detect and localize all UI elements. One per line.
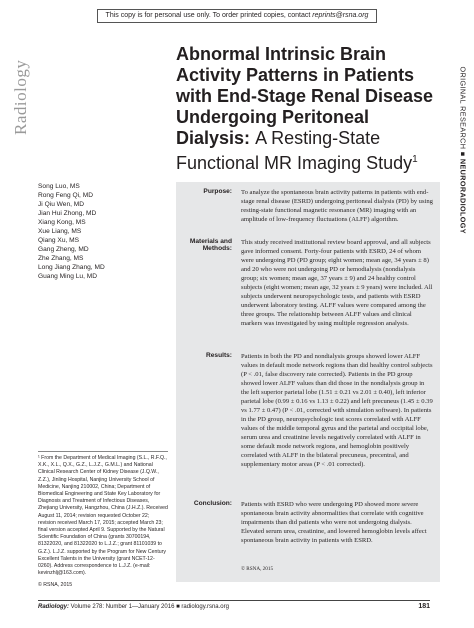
- author: Guang Ming Lu, MD: [38, 273, 98, 280]
- abstract-label: Materials and Methods:: [189, 238, 232, 252]
- footnote-copyright: © RSNA, 2015: [38, 582, 73, 588]
- abstract-text: To analyze the spontaneous brain activity patterns in patients with end-stage renal disease (ESRD) undergoing peritoneal dialysis (PD) by using resting-state functional magnetic resonance (MR) imaging with an amplitude of low-frequency fluctuations (ALFF) algorithm.: [241, 189, 433, 223]
- author: Long Jiang Zhang, MD: [38, 264, 105, 271]
- footer-site-link[interactable]: radiology.rsna.org: [181, 604, 229, 610]
- abstract-label: Results:: [205, 352, 232, 359]
- abstract-label: Purpose:: [203, 188, 232, 195]
- abstract-text: This study received institutional review board approval, and all subjects gave informed consent. Forty-four patients with ESRD, 24 of whom were undergoing PD (PD group; eight women; mean age, 34 years ± 8) and 20 who were not undergoing PD or hemodialysis (nondialysis group; six women; mean age, 37 years ± 9) and 24 healthy control subjects (eight women; mean age, 32 years ± 9 years) were included. All subjects underwent neuropsychologic tests, and patients with ESRD underwent laboratory testing. ALFF values were compared among the three groups. The relationship between ALFF values and clinical markers was investigated by using multiple regression analysis.: [241, 239, 433, 327]
- category-label: ORIGINAL RESEARCH: [458, 66, 468, 150]
- author: Ji Qiu Wen, MD: [38, 201, 85, 208]
- author: Zhe Zhang, MS: [38, 255, 84, 262]
- banner-email-link[interactable]: reprints@rsna.org: [312, 12, 369, 19]
- section-label: NEURORADIOLOGY: [458, 158, 468, 234]
- abstract-text: Patients with ESRD who were undergoing PD showed more severe spontaneous brain activity abnormalities that correlate with cognitive impairments than did patients who were not undergoing dialysis. Elevated serum urea, creatinine, and lowered hemoglobin levels affect spontaneous brain activity in patients with ESRD.: [241, 501, 427, 544]
- title-bold: Abnormal Intrinsic Brain Activity Patterns in Patients with End-Stage Renal Disease Undergoing Peritoneal Dialysis:: [176, 44, 434, 148]
- title-light: A Resting-State Functional MR Imaging Study: [176, 128, 413, 173]
- page-footer: [38, 600, 430, 610]
- article-title: [176, 44, 440, 174]
- title-footnote-marker: 1: [412, 154, 418, 165]
- abstract-label: Conclusion:: [193, 500, 232, 507]
- abstract-copyright: © RSNA, 2015: [241, 566, 274, 572]
- footer-volume: Volume 278: Number 1—January 2016: [70, 604, 175, 610]
- section-label-vertical: [459, 67, 468, 279]
- abstract-text: Patients in both the PD and nondialysis groups showed lower ALFF values in default mode network regions than did healthy control subjects (P < .01, false discovery rate corrected). Patients in the PD group showed lower ALFF values than did those in the nondialysis group in the left superior parietal lobe (1.51 ± 0.21 vs 2.01 ± 0.40), left inferior parietal lobe (0.99 ± 0.16 vs 1.13 ± 0.22) and left precuneus (1.45 ± 0.39 vs 1.77 ± 0.47) (P < .01, corrected with simulation software). In patients in the PD group, neuropsychologic test scores correlated with ALFF values of the middle temporal gyrus and the parietal and occipital lobe, serum urea and creatinine levels negatively correlated with ALFF in some default mode network regions, and hemoglobin positively correlated with ALFF in the bilateral precuneus, precentral, and supplementary motor areas (P < .01 corrected).: [241, 353, 433, 468]
- author: Qiang Xu, MS: [38, 237, 80, 244]
- page-number: 181: [418, 603, 430, 610]
- banner-box: [97, 9, 378, 23]
- author: Rong Feng Qi, MD: [38, 192, 93, 199]
- affiliation-footnote: ¹ From the Department of Medical Imaging (S.L., R.F.Q., X.K., X.L., Q.X., G.Z., L.J.Z., G.M.L.) and National Clinical Research Center of Kidney Disease (J.Q.W., Z.Z.), Jinling Hospital, Nanjing University School of Medicine, Nanjing 210002, China; Department of Biomedical Engineering and State Key Laboratory for Diagnosis and Treatment of Infectious Diseases, Zhejiang University, Hangzhou, China (J.H.Z.). Received August 11, 2014; revision requested October 22; revision received March 17, 2015; accepted March 23; final version accepted April 9. Supported by the Natural Scientific Foundation of China (grants 30700194, 81322020, and 81322020 to L.J.Z.; grant 81101039 to G.Z.). L.J.Z. supported by the Program for New Century Excellent Talents in the University (grant NCET-12-0260). Address correspondence to L.J.Z. (e-mail: kevinzhlj@163.com).: [38, 451, 168, 577]
- abstract-box: [176, 182, 440, 582]
- author: Xue Liang, MS: [38, 228, 82, 235]
- left-margin: [0, 18, 38, 596]
- right-margin: [452, 18, 474, 628]
- author: Jian Hui Zhong, MD: [38, 210, 97, 217]
- copyright-banner: [0, 4, 474, 18]
- author: Song Luo, MS: [38, 183, 80, 190]
- journal-logo: Radiology: [11, 59, 30, 135]
- footer-separator-icon: ■: [176, 604, 180, 610]
- author: Gang Zheng, MD: [38, 246, 89, 253]
- footer-citation: [38, 604, 229, 610]
- author-list: [38, 182, 168, 281]
- separator-square-icon: ■: [458, 151, 468, 157]
- footer-journal: Radiology:: [38, 604, 69, 610]
- author: Xiang Kong, MS: [38, 219, 86, 226]
- banner-text: This copy is for personal use only. To order printed copies, contact: [105, 12, 313, 19]
